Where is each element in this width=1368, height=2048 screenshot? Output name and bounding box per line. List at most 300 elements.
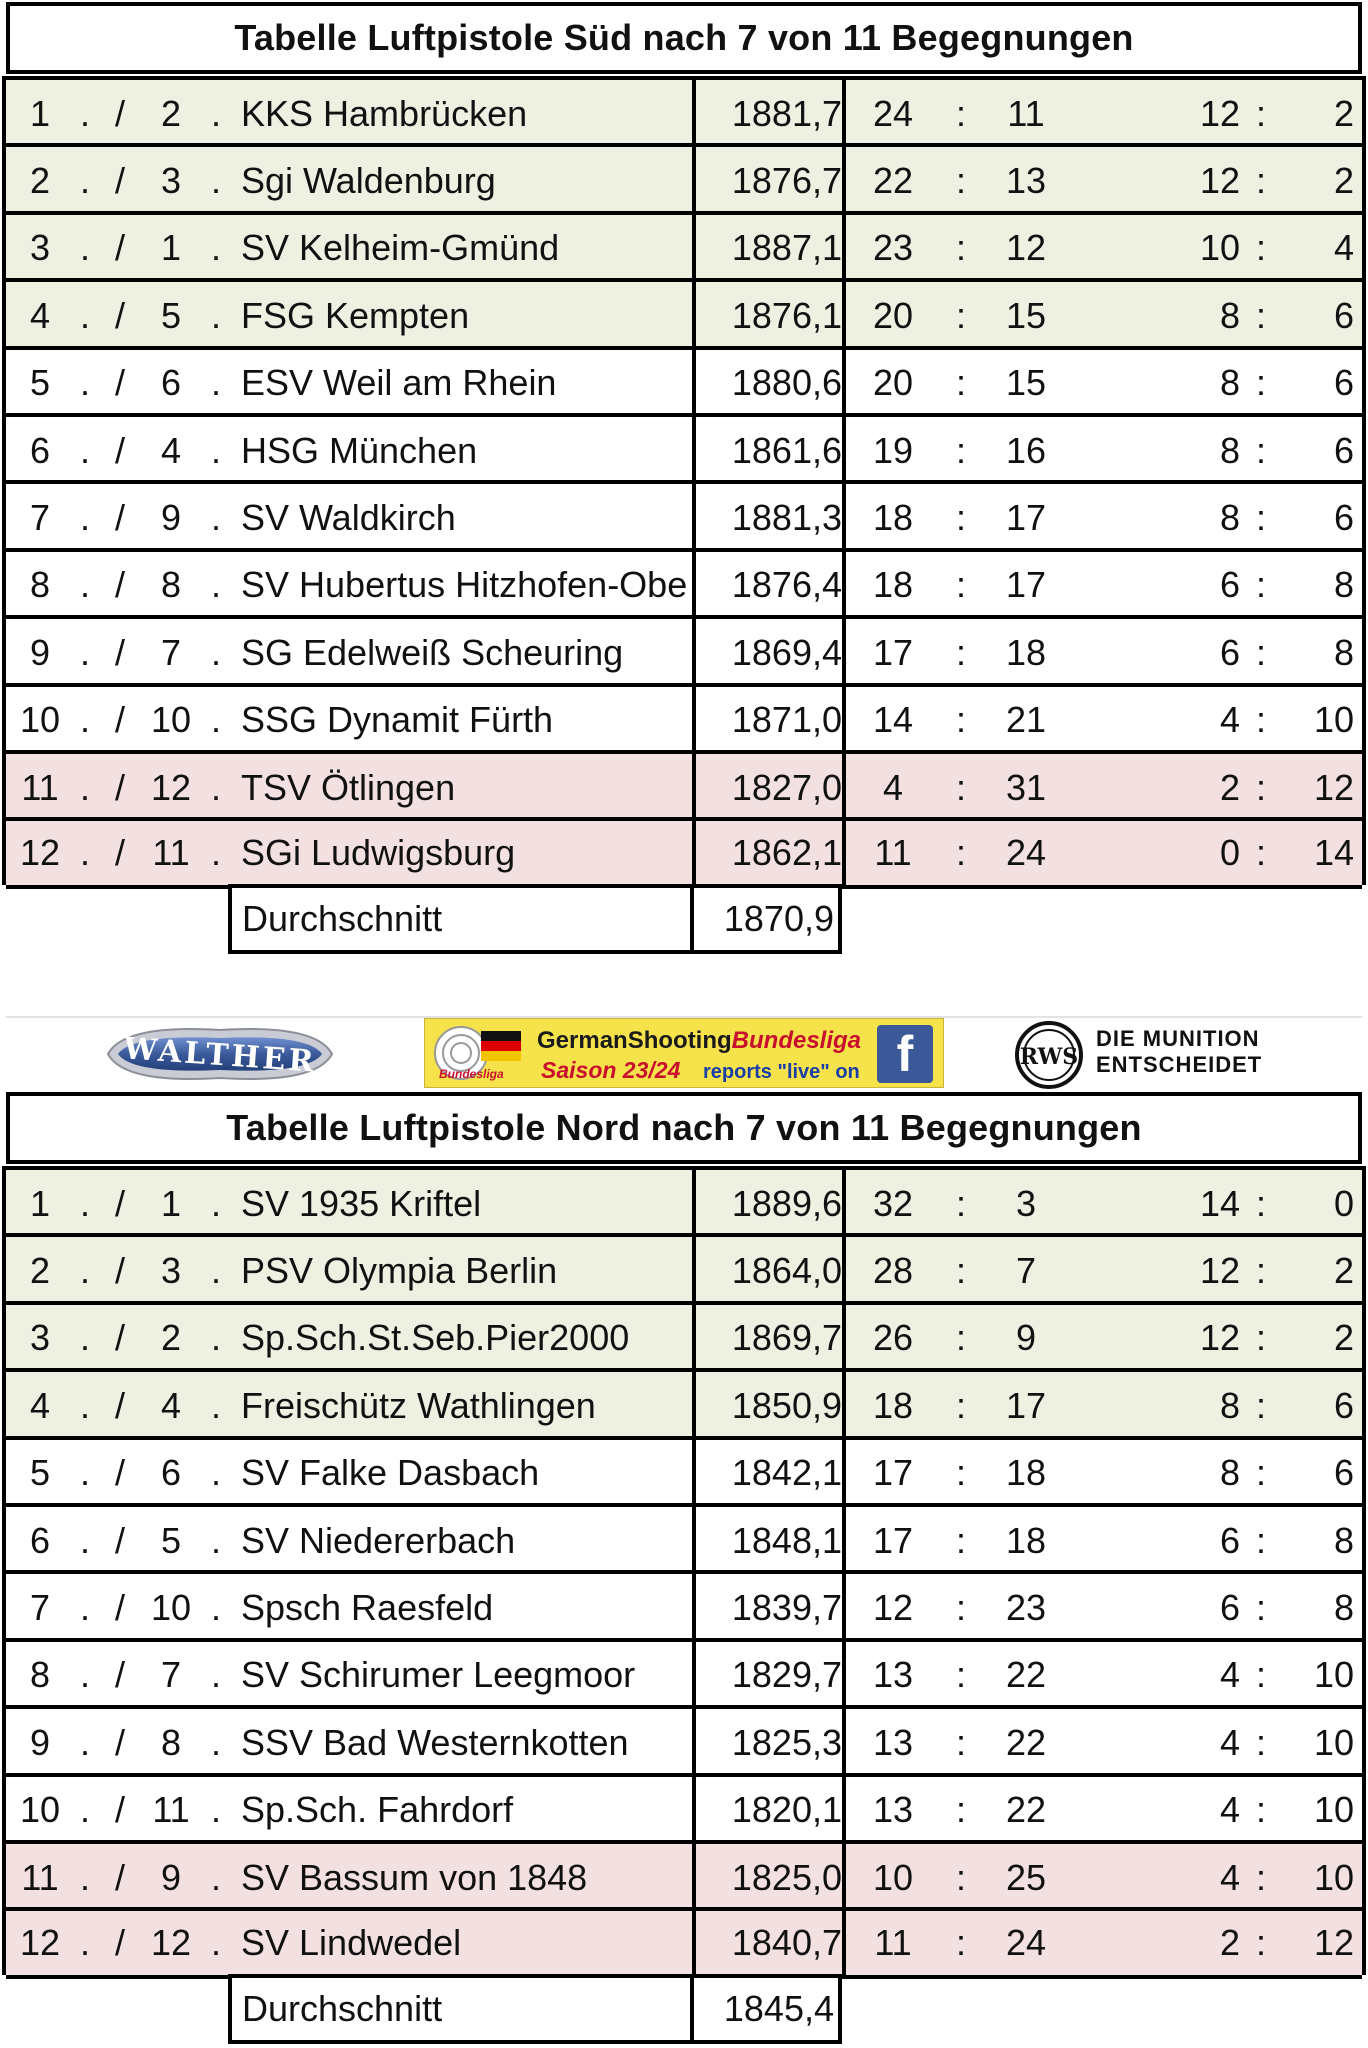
match-points-won: 20 [872, 294, 914, 336]
table-row [6, 346, 1362, 417]
previous-rank-dot: . [210, 1789, 221, 1831]
ring-average: 1842,1 [731, 1452, 842, 1494]
table-points-lost: 6 [1333, 294, 1354, 336]
team-name: FSG Kempten [241, 294, 470, 336]
match-points-colon: : [955, 631, 966, 673]
ring-average: 1820,1 [731, 1789, 842, 1831]
team-name: SSG Dynamit Fürth [241, 699, 554, 741]
table-points-won: 8 [1219, 497, 1240, 539]
match-points-lost: 31 [1005, 766, 1047, 808]
match-points-colon: : [955, 1452, 966, 1494]
rank-dot: . [79, 1250, 90, 1292]
ring-average: 1862,1 [731, 832, 842, 874]
table-points-colon: : [1255, 160, 1266, 202]
table-points-won: 2 [1219, 1922, 1240, 1964]
table-points-won: 10 [1199, 227, 1240, 269]
team-name: ESV Weil am Rhein [241, 362, 557, 404]
match-points-colon: : [955, 1384, 966, 1426]
rank-slash: / [114, 92, 125, 134]
match-points-colon: : [955, 1856, 966, 1898]
ring-average: 1881,3 [731, 497, 842, 539]
rank-slash: / [114, 160, 125, 202]
rank-cell: 12 [19, 832, 61, 874]
rank-cell: 10 [19, 1789, 61, 1831]
match-points-colon: : [955, 832, 966, 874]
table-points-colon: : [1255, 1654, 1266, 1696]
column-divider [1362, 1570, 1366, 1641]
ring-average: 1848,1 [731, 1519, 842, 1561]
rank-dot: . [79, 1317, 90, 1359]
column-divider [1362, 1840, 1366, 1911]
table-points-lost: 8 [1333, 1587, 1354, 1629]
rank-slash: / [114, 1922, 125, 1964]
table-points-won: 6 [1219, 1587, 1240, 1629]
average-divider [690, 1978, 694, 2040]
table-points-won: 8 [1219, 1452, 1240, 1494]
rank-cell: 6 [29, 429, 51, 471]
previous-rank-cell: 5 [160, 294, 182, 336]
rank-slash: / [114, 832, 125, 874]
column-divider [1362, 211, 1366, 282]
table-points-colon: : [1255, 1721, 1266, 1763]
previous-rank-cell: 12 [150, 1922, 192, 1964]
match-points-lost: 15 [1005, 294, 1047, 336]
rank-slash: / [114, 1587, 125, 1629]
previous-rank-dot: . [210, 1587, 221, 1629]
ring-average: 1869,7 [731, 1317, 842, 1359]
table-points-won: 8 [1219, 1384, 1240, 1426]
match-points-won: 17 [872, 1452, 914, 1494]
match-points-lost: 17 [1005, 564, 1047, 606]
table-row [6, 1773, 1362, 1844]
match-points-colon: : [955, 1721, 966, 1763]
gsb-banner [424, 1018, 944, 1088]
team-name: TSV Ötlingen [241, 766, 456, 808]
rank-slash: / [114, 227, 125, 269]
table-row [6, 1368, 1362, 1439]
ring-average: 1827,0 [731, 766, 842, 808]
table-points-lost: 12 [1313, 1922, 1354, 1964]
average-row [228, 1974, 842, 2044]
column-divider [1362, 615, 1366, 686]
table-row [6, 1840, 1362, 1911]
match-points-colon: : [955, 1922, 966, 1964]
table-row [6, 1166, 1362, 1237]
previous-rank-dot: . [210, 294, 221, 336]
table-points-colon: : [1255, 1856, 1266, 1898]
rank-cell: 7 [29, 1587, 51, 1629]
table-points-won: 2 [1219, 766, 1240, 808]
previous-rank-cell: 8 [160, 1721, 182, 1763]
table-row [6, 548, 1362, 619]
table-points-won: 6 [1219, 1519, 1240, 1561]
team-name: Spsch Raesfeld [241, 1587, 494, 1629]
match-points-colon: : [955, 1182, 966, 1224]
column-divider [1362, 413, 1366, 484]
rank-dot: . [79, 227, 90, 269]
ring-average: 1850,9 [731, 1384, 842, 1426]
previous-rank-dot: . [210, 1922, 221, 1964]
rank-slash: / [114, 294, 125, 336]
column-divider [1362, 750, 1366, 821]
match-points-lost: 18 [1005, 1452, 1047, 1494]
previous-rank-dot: . [210, 1384, 221, 1426]
match-points-won: 26 [872, 1317, 914, 1359]
rank-cell: 12 [19, 1922, 61, 1964]
table-points-won: 12 [1199, 160, 1240, 202]
team-name: SSV Bad Westernkotten [241, 1721, 629, 1763]
column-divider [1362, 1368, 1366, 1439]
match-points-lost: 21 [1005, 699, 1047, 741]
match-points-lost: 17 [1005, 497, 1047, 539]
team-name: SV Lindwedel [241, 1922, 462, 1964]
match-points-colon: : [955, 766, 966, 808]
match-points-won: 17 [872, 1519, 914, 1561]
team-name: SGi Ludwigsburg [241, 832, 516, 874]
match-points-lost: 24 [1005, 832, 1047, 874]
rank-slash: / [114, 631, 125, 673]
rank-slash: / [114, 699, 125, 741]
column-divider [1362, 1773, 1366, 1844]
match-points-won: 23 [872, 227, 914, 269]
previous-rank-dot: . [210, 1721, 221, 1763]
previous-rank-dot: . [210, 1856, 221, 1898]
rank-cell: 4 [29, 1384, 51, 1426]
table-points-lost: 6 [1333, 497, 1354, 539]
gsb-small-label: Bundesliga [439, 1067, 504, 1081]
rank-slash: / [114, 429, 125, 471]
table-row [6, 1638, 1362, 1709]
match-points-colon: : [955, 227, 966, 269]
rank-cell: 6 [29, 1519, 51, 1561]
table-points-colon: : [1255, 1452, 1266, 1494]
rank-dot: . [79, 766, 90, 808]
rank-slash: / [114, 1317, 125, 1359]
rank-dot: . [79, 294, 90, 336]
table-points-won: 12 [1199, 1250, 1240, 1292]
table-row [6, 1233, 1362, 1304]
table-points-lost: 12 [1313, 766, 1354, 808]
match-points-won: 17 [872, 631, 914, 673]
previous-rank-dot: . [210, 564, 221, 606]
rank-dot: . [79, 1452, 90, 1494]
column-divider [1362, 1638, 1366, 1709]
column-divider [1362, 278, 1366, 349]
team-name: SG Edelweiß Scheuring [241, 631, 624, 673]
rank-dot: . [79, 92, 90, 134]
table-points-colon: : [1255, 564, 1266, 606]
column-divider [1362, 346, 1366, 417]
rank-cell: 4 [29, 294, 51, 336]
rank-slash: / [114, 1519, 125, 1561]
gsb-title: GermanShootingBundesliga [537, 1027, 862, 1054]
rank-cell: 5 [29, 362, 51, 404]
table-points-lost: 2 [1333, 160, 1354, 202]
ring-average: 1876,4 [731, 564, 842, 606]
rank-dot: . [79, 1721, 90, 1763]
table-points-won: 4 [1219, 1721, 1240, 1763]
table-points-colon: : [1255, 227, 1266, 269]
previous-rank-cell: 9 [160, 1856, 182, 1898]
team-name: SV Falke Dasbach [241, 1452, 540, 1494]
rank-slash: / [114, 362, 125, 404]
table-points-lost: 2 [1333, 1317, 1354, 1359]
facebook-icon[interactable]: f [877, 1025, 933, 1083]
table-points-lost: 8 [1333, 631, 1354, 673]
previous-rank-dot: . [210, 160, 221, 202]
average-row [228, 884, 842, 954]
table-title: Tabelle Luftpistole Nord nach 7 von 11 Begegnungen [6, 1092, 1362, 1164]
table-points-colon: : [1255, 294, 1266, 336]
column-divider [1362, 1705, 1366, 1776]
rws-slogan: DIE MUNITION ENTSCHEIDET [1096, 1026, 1263, 1077]
rank-slash: / [114, 1384, 125, 1426]
average-value: 1845,4 [723, 1988, 834, 2029]
walther-logo [104, 1020, 336, 1088]
table-points-colon: : [1255, 699, 1266, 741]
ring-average: 1864,0 [731, 1250, 842, 1292]
match-points-won: 12 [872, 1587, 914, 1629]
column-divider [1362, 1436, 1366, 1507]
previous-rank-cell: 10 [150, 1587, 192, 1629]
previous-rank-dot: . [210, 227, 221, 269]
table-points-won: 12 [1199, 1317, 1240, 1359]
match-points-colon: : [955, 1587, 966, 1629]
table-points-won: 14 [1199, 1182, 1240, 1224]
ring-average: 1839,7 [731, 1587, 842, 1629]
table-row [6, 817, 1362, 888]
rank-dot: . [79, 429, 90, 471]
team-name: HSG München [241, 429, 478, 471]
table-points-colon: : [1255, 1317, 1266, 1359]
match-points-colon: : [955, 294, 966, 336]
match-points-won: 10 [872, 1856, 914, 1898]
previous-rank-dot: . [210, 1654, 221, 1696]
ring-average: 1871,0 [731, 699, 842, 741]
rank-slash: / [114, 1789, 125, 1831]
match-points-lost: 22 [1005, 1789, 1047, 1831]
table-points-colon: : [1255, 1384, 1266, 1426]
table-points-won: 4 [1219, 1789, 1240, 1831]
match-points-colon: : [955, 1654, 966, 1696]
match-points-colon: : [955, 362, 966, 404]
rank-slash: / [114, 766, 125, 808]
table-points-won: 4 [1219, 1856, 1240, 1898]
team-name: KKS Hambrücken [241, 92, 528, 134]
table-points-won: 4 [1219, 1654, 1240, 1696]
previous-rank-cell: 10 [150, 699, 192, 741]
ring-average: 1876,1 [731, 294, 842, 336]
team-name: SV Niedererbach [241, 1519, 516, 1561]
previous-rank-dot: . [210, 1519, 221, 1561]
previous-rank-dot: . [210, 1250, 221, 1292]
table-row [6, 750, 1362, 821]
rank-slash: / [114, 1856, 125, 1898]
rank-slash: / [114, 564, 125, 606]
table-row [6, 413, 1362, 484]
column-divider [1362, 76, 1366, 147]
column-divider [1362, 1166, 1366, 1237]
match-points-won: 4 [882, 766, 904, 808]
table-points-lost: 10 [1313, 1856, 1354, 1898]
table-points-lost: 10 [1313, 1721, 1354, 1763]
match-points-won: 32 [872, 1182, 914, 1224]
ring-average: 1861,6 [731, 429, 842, 471]
team-name: SV Bassum von 1848 [241, 1856, 588, 1898]
previous-rank-dot: . [210, 1317, 221, 1359]
rank-cell: 3 [29, 1317, 51, 1359]
previous-rank-cell: 4 [160, 1384, 182, 1426]
ring-average: 1825,0 [731, 1856, 842, 1898]
table-row [6, 76, 1362, 147]
match-points-lost: 12 [1005, 227, 1047, 269]
match-points-colon: : [955, 564, 966, 606]
match-points-lost: 16 [1005, 429, 1047, 471]
rank-dot: . [79, 1587, 90, 1629]
match-points-lost: 13 [1005, 160, 1047, 202]
column-divider [1362, 817, 1366, 884]
average-label: Durchschnitt [242, 898, 443, 939]
team-name: PSV Olympia Berlin [241, 1250, 558, 1292]
rank-cell: 8 [29, 1654, 51, 1696]
column-divider [1362, 1907, 1366, 1974]
match-points-lost: 18 [1005, 1519, 1047, 1561]
match-points-won: 24 [872, 92, 914, 134]
table-points-lost: 6 [1333, 362, 1354, 404]
rank-cell: 10 [19, 699, 61, 741]
ring-average: 1829,7 [731, 1654, 842, 1696]
match-points-won: 28 [872, 1250, 914, 1292]
match-points-colon: : [955, 1317, 966, 1359]
rank-dot: . [79, 1182, 90, 1224]
rank-dot: . [79, 1922, 90, 1964]
table-points-lost: 6 [1333, 1452, 1354, 1494]
rank-dot: . [79, 631, 90, 673]
match-points-colon: : [955, 160, 966, 202]
table-points-won: 8 [1219, 294, 1240, 336]
table-points-colon: : [1255, 1182, 1266, 1224]
match-points-colon: : [955, 1519, 966, 1561]
match-points-lost: 18 [1005, 631, 1047, 673]
ring-average: 1840,7 [731, 1922, 842, 1964]
match-points-lost: 24 [1005, 1922, 1047, 1964]
previous-rank-dot: . [210, 766, 221, 808]
rank-dot: . [79, 832, 90, 874]
table-row [6, 480, 1362, 551]
rank-cell: 1 [29, 92, 51, 134]
match-points-won: 18 [872, 1384, 914, 1426]
table-points-lost: 2 [1333, 1250, 1354, 1292]
rank-cell: 3 [29, 227, 51, 269]
table-row [6, 1570, 1362, 1641]
match-points-won: 13 [872, 1654, 914, 1696]
team-name: SV Schirumer Leegmoor [241, 1654, 636, 1696]
match-points-won: 13 [872, 1721, 914, 1763]
previous-rank-cell: 8 [160, 564, 182, 606]
match-points-won: 13 [872, 1789, 914, 1831]
gsb-reports: reports "live" on [703, 1061, 860, 1083]
rank-slash: / [114, 1182, 125, 1224]
team-name: SV Hubertus Hitzhofen-Obe [241, 564, 688, 606]
table-points-colon: : [1255, 766, 1266, 808]
rank-cell: 9 [29, 631, 51, 673]
table-points-won: 12 [1199, 92, 1240, 134]
table-row [6, 1705, 1362, 1776]
previous-rank-cell: 3 [160, 1250, 182, 1292]
table-points-lost: 14 [1313, 832, 1354, 874]
match-points-colon: : [955, 1789, 966, 1831]
team-name: Freischütz Wathlingen [241, 1384, 596, 1426]
previous-rank-cell: 2 [160, 1317, 182, 1359]
match-points-won: 14 [872, 699, 914, 741]
team-name: SV 1935 Kriftel [241, 1182, 482, 1224]
rank-slash: / [114, 497, 125, 539]
match-points-lost: 11 [1007, 92, 1045, 134]
ring-average: 1825,3 [731, 1721, 842, 1763]
previous-rank-cell: 4 [160, 429, 182, 471]
match-points-lost: 22 [1005, 1654, 1047, 1696]
average-label: Durchschnitt [242, 1988, 443, 2029]
table-points-won: 6 [1219, 631, 1240, 673]
table-row [6, 615, 1362, 686]
svg-text:RWS: RWS [1019, 1044, 1079, 1070]
table-row [6, 1436, 1362, 1507]
rank-dot: . [79, 497, 90, 539]
table-row [6, 1503, 1362, 1574]
match-points-colon: : [955, 497, 966, 539]
previous-rank-dot: . [210, 429, 221, 471]
rank-slash: / [114, 1654, 125, 1696]
column-divider [1362, 1233, 1366, 1304]
ring-average: 1881,7 [731, 92, 842, 134]
previous-rank-dot: . [210, 497, 221, 539]
gsb-season: Saison 23/24 [541, 1057, 681, 1083]
match-points-lost: 7 [1015, 1250, 1037, 1292]
previous-rank-cell: 11 [152, 1789, 190, 1831]
previous-rank-cell: 5 [160, 1519, 182, 1561]
rank-dot: . [79, 362, 90, 404]
table-points-lost: 0 [1333, 1182, 1354, 1224]
column-divider [1362, 143, 1366, 214]
table-row [6, 143, 1362, 214]
table-points-lost: 10 [1313, 1789, 1354, 1831]
match-points-lost: 23 [1005, 1587, 1047, 1629]
table-points-lost: 6 [1333, 429, 1354, 471]
table-points-colon: : [1255, 1519, 1266, 1561]
previous-rank-dot: . [210, 631, 221, 673]
walther-logo-text: WALTHER [122, 1031, 318, 1080]
previous-rank-cell: 2 [160, 92, 182, 134]
column-divider [1362, 1503, 1366, 1574]
rank-cell: 11 [21, 766, 59, 808]
column-divider [1362, 548, 1366, 619]
previous-rank-dot: . [210, 699, 221, 741]
table-points-lost: 6 [1333, 1384, 1354, 1426]
rank-dot: . [79, 699, 90, 741]
table-points-colon: : [1255, 92, 1266, 134]
previous-rank-cell: 7 [160, 1654, 182, 1696]
table-points-lost: 2 [1333, 92, 1354, 134]
ring-average: 1889,6 [731, 1182, 842, 1224]
table-points-colon: : [1255, 497, 1266, 539]
previous-rank-cell: 6 [160, 1452, 182, 1494]
table-row [6, 683, 1362, 754]
column-divider [1362, 480, 1366, 551]
ring-average: 1887,1 [731, 227, 842, 269]
match-points-lost: 3 [1015, 1182, 1037, 1224]
match-points-lost: 17 [1005, 1384, 1047, 1426]
rank-cell: 1 [29, 1182, 51, 1224]
